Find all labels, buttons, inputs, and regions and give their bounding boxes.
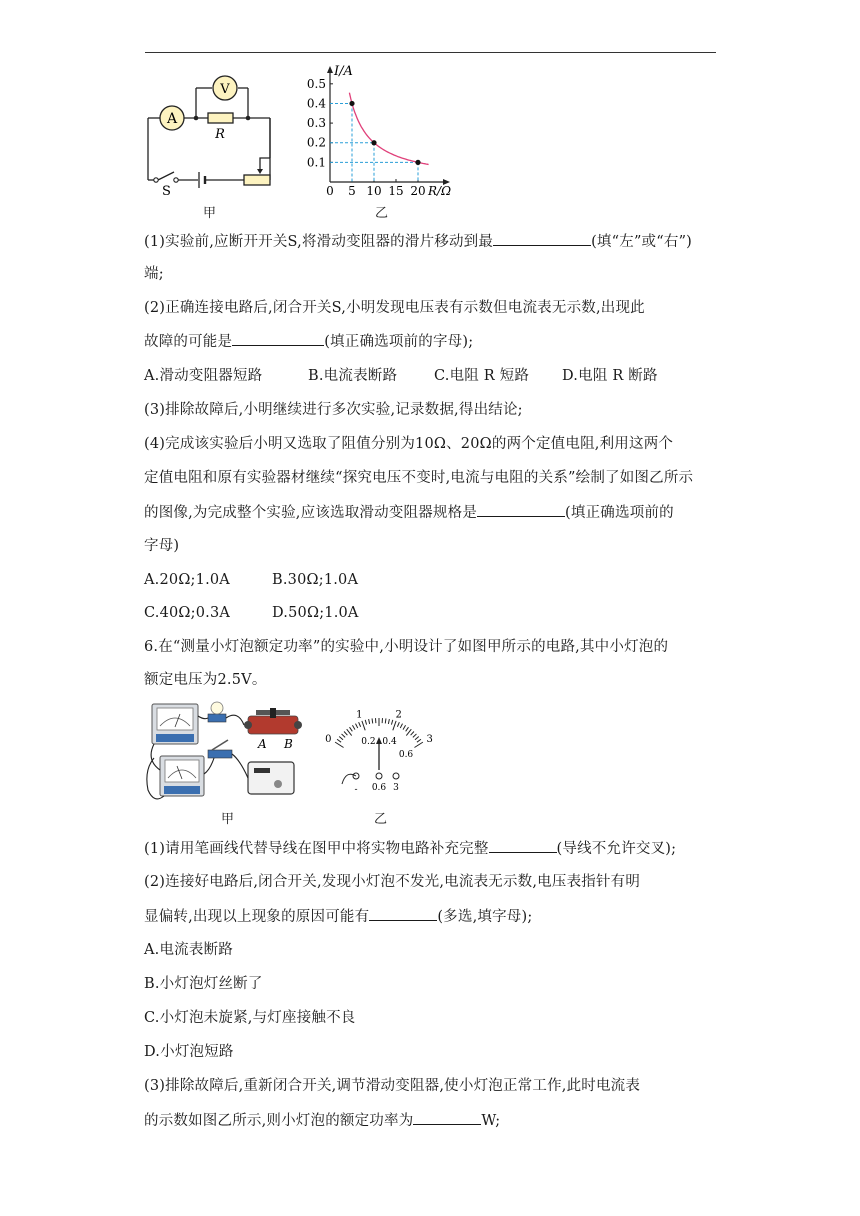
q6-part2-line2 bbox=[144, 906, 724, 927]
dial-tick bbox=[406, 727, 409, 731]
q5-part4-line2 bbox=[144, 468, 724, 488]
data-point bbox=[349, 101, 354, 106]
q5-part2-option-a[interactable]: A.滑动变阻器短路 bbox=[144, 368, 263, 384]
q5-part4-text-a: (4)完成该实验后小明又选取了阻值分别为10Ω、20Ω的两个定值电阻,利用这两个 bbox=[144, 436, 674, 452]
current-curve bbox=[349, 93, 428, 165]
dial-needle-head bbox=[376, 737, 382, 744]
circuit-diagram bbox=[140, 68, 300, 198]
q6-part2-text-c: (多选,填字母); bbox=[437, 909, 533, 925]
rheostat-terminal-a: A bbox=[258, 737, 267, 751]
figure2-caption-left: 甲 bbox=[221, 812, 235, 827]
apparatus-illustration bbox=[144, 700, 310, 806]
dial-tick bbox=[344, 732, 347, 736]
figure1-caption-left: 甲 bbox=[203, 206, 217, 221]
q6-part2-option-c[interactable]: C.小灯泡未旋紧,与灯座接触不良 bbox=[144, 1010, 356, 1026]
dial-tick bbox=[350, 727, 353, 731]
q5-part1-text-b: (填“左”或“右”) bbox=[591, 234, 693, 250]
q5-part4-line4 bbox=[144, 536, 724, 556]
q5-part1-text-a: (1)实验前,应断开开关S,将滑动变阻器的滑片移动到最 bbox=[144, 234, 494, 250]
rheostat-device-icon bbox=[244, 708, 302, 734]
dial-tick bbox=[372, 718, 373, 723]
q5-part4-text-d: (填正确选项前的 bbox=[565, 505, 674, 521]
dial-tick bbox=[342, 734, 346, 737]
dial-top-label: 1 bbox=[356, 709, 363, 721]
q6-part3-line1 bbox=[144, 1076, 724, 1096]
dial-tick bbox=[414, 742, 422, 747]
dial-tick bbox=[335, 742, 343, 747]
q6-part1-text-b: (导线不允许交叉); bbox=[556, 841, 677, 857]
q5-part4-line1 bbox=[144, 434, 724, 454]
q5-part1-blank[interactable] bbox=[493, 231, 591, 246]
q6-part2-option-b[interactable]: B.小灯泡灯丝断了 bbox=[144, 976, 263, 992]
q5-part2-option-d[interactable]: D.电阻 R 断路 bbox=[562, 368, 658, 384]
q5-part4-option-a[interactable]: A.20Ω;1.0A bbox=[144, 572, 230, 588]
dial-tick bbox=[359, 722, 361, 727]
terminal-label: 3 bbox=[393, 783, 399, 793]
switch-icon bbox=[154, 178, 158, 182]
rheostat-terminal-b: B bbox=[284, 737, 293, 751]
q5-part4-blank[interactable] bbox=[477, 502, 565, 517]
power-supply-icon bbox=[248, 762, 294, 794]
dial-bottom-label: 0.2 bbox=[361, 736, 376, 747]
ammeter-label: A bbox=[166, 111, 178, 127]
q5-part2-options bbox=[144, 366, 724, 386]
q6-part2-line1 bbox=[144, 872, 724, 892]
x-tick-label: 20 bbox=[410, 184, 426, 198]
dial-top-label: 3 bbox=[426, 733, 433, 745]
q5-part4-option-b[interactable]: B.30Ω;1.0A bbox=[272, 572, 359, 588]
dial-top-label: 2 bbox=[395, 709, 402, 721]
current-resistance-graph bbox=[296, 64, 456, 198]
terminal-label: 0.6 bbox=[371, 783, 387, 793]
y-axis-arrow bbox=[327, 66, 333, 73]
figure2-caption-right: 乙 bbox=[374, 812, 388, 827]
dial-tick bbox=[400, 724, 402, 728]
dial-tick bbox=[369, 719, 370, 724]
dial-tick bbox=[339, 737, 343, 740]
q6-part2-option-c-line bbox=[144, 1008, 724, 1028]
q5-part1-text-c: 端; bbox=[144, 266, 164, 282]
q5-part2-line2 bbox=[144, 331, 724, 352]
dial-bottom-label: 0.6 bbox=[398, 749, 414, 760]
q6-part2-blank[interactable] bbox=[369, 906, 437, 921]
y-tick-label: 0.2 bbox=[306, 135, 326, 150]
q6-part3-blank[interactable] bbox=[413, 1110, 481, 1125]
y-tick-label: 0.1 bbox=[306, 155, 326, 170]
voltmeter-label: V bbox=[220, 82, 230, 97]
dial-tick bbox=[417, 739, 421, 742]
q6-part2-option-b-line bbox=[144, 974, 724, 994]
q5-part1-line2 bbox=[144, 264, 724, 284]
q5-part1-line1 bbox=[144, 231, 724, 252]
dial-tick bbox=[391, 720, 392, 725]
dial-tick bbox=[337, 739, 341, 742]
q6-intro-line2 bbox=[144, 670, 724, 690]
dial-tick bbox=[352, 725, 355, 729]
q6-part3-text-b: 的示数如图乙所示,则小灯泡的额定功率为 bbox=[144, 1113, 414, 1129]
switch-label: S bbox=[162, 184, 171, 198]
battery-icon bbox=[199, 172, 205, 188]
q6-part2-option-d-line bbox=[144, 1042, 724, 1062]
dial-tick bbox=[413, 734, 417, 737]
q5-part4-options-row1 bbox=[144, 570, 724, 590]
dial-top-label: 0 bbox=[325, 733, 332, 745]
x-tick-label: 10 bbox=[366, 184, 382, 198]
q6-part3-text-a: (3)排除故障后,重新闭合开关,调节滑动变阻器,使小灯泡正常工作,此时电流表 bbox=[144, 1078, 641, 1094]
knife-switch-icon bbox=[208, 740, 232, 758]
q6-part2-text-b: 显偏转,出现以上现象的原因可能有 bbox=[144, 909, 370, 925]
q5-part4-text-b: 定值电阻和原有实验器材继续“探究电压不变时,电流与电阻的关系”绘制了如图乙所示 bbox=[144, 470, 694, 486]
dial-bottom-label: 0.4 bbox=[382, 736, 397, 747]
dial-tick bbox=[385, 718, 386, 723]
light-bulb-icon bbox=[208, 702, 226, 722]
terminal-3 bbox=[393, 773, 399, 779]
y-tick-label: 0.4 bbox=[306, 96, 326, 111]
q5-part2-text-a: (2)正确连接电路后,闭合开关S,小明发现电压表有示数但电流表无示数,出现此 bbox=[144, 300, 645, 316]
terminal-0-6 bbox=[376, 773, 382, 779]
dial-tick bbox=[415, 737, 419, 740]
q5-part2-text-c: (填正确选项前的字母); bbox=[324, 334, 474, 350]
q6-part1 bbox=[144, 838, 724, 859]
dial-tick bbox=[365, 720, 366, 725]
q6-part3-text-c: W; bbox=[481, 1113, 501, 1129]
q5-part4-line3 bbox=[144, 502, 724, 523]
q5-part3-text: (3)排除故障后,小明继续进行多次实验,记录数据,得出结论; bbox=[144, 402, 523, 418]
dial-tick bbox=[411, 732, 414, 736]
x-axis-label: R/Ω bbox=[428, 184, 452, 198]
figure1-caption-right: 乙 bbox=[375, 206, 389, 221]
q5-part2-option-c[interactable]: C.电阻 R 短路 bbox=[434, 368, 530, 384]
dial-tick bbox=[393, 721, 396, 730]
dial-tick bbox=[397, 722, 399, 727]
y-axis-label: I/A bbox=[334, 64, 353, 79]
q6-part2-option-a-line bbox=[144, 940, 724, 960]
ammeter-device-icon bbox=[160, 756, 204, 796]
dial-tick bbox=[388, 719, 389, 724]
q5-part2-line1 bbox=[144, 298, 724, 318]
resistor-icon bbox=[208, 113, 233, 123]
q6-intro-text-a: 6.在“测量小灯泡额定功率”的实验中,小明设计了如图甲所示的电路,其中小灯泡的 bbox=[144, 639, 669, 655]
q5-part4-options-row2 bbox=[144, 603, 724, 623]
terminal-label: - bbox=[354, 785, 358, 795]
resistor-label: R bbox=[215, 127, 225, 142]
q5-part4-option-d[interactable]: D.50Ω;1.0A bbox=[272, 605, 359, 621]
q6-part3-line2 bbox=[144, 1110, 724, 1131]
q5-part2-text-b: 故障的可能是 bbox=[144, 334, 233, 350]
q5-part4-text-e: 字母) bbox=[144, 538, 180, 554]
q5-part4-option-c[interactable]: C.40Ω;0.3A bbox=[144, 605, 231, 621]
data-point bbox=[371, 140, 376, 145]
q6-part1-blank[interactable] bbox=[489, 838, 557, 853]
x-tick-label: 0 bbox=[326, 184, 334, 198]
x-tick-label: 5 bbox=[348, 184, 356, 198]
q6-part2-option-d[interactable]: D.小灯泡短路 bbox=[144, 1044, 234, 1060]
q5-part2-blank[interactable] bbox=[232, 331, 324, 346]
q5-part3 bbox=[144, 400, 724, 420]
q6-intro-text-b: 额定电压为2.5V。 bbox=[144, 672, 267, 688]
q6-intro-line1 bbox=[144, 637, 724, 657]
data-point bbox=[415, 160, 420, 165]
dial-tick bbox=[355, 724, 357, 728]
y-tick-label: 0.5 bbox=[306, 76, 326, 91]
voltmeter-device-icon bbox=[152, 704, 198, 744]
dial-tick bbox=[362, 721, 365, 730]
x-tick-label: 15 bbox=[388, 184, 404, 198]
q6-part2-text-a: (2)连接好电路后,闭合开关,发现小灯泡不发光,电流表无示数,电压表指针有明 bbox=[144, 874, 641, 890]
q5-part2-option-b[interactable]: B.电流表断路 bbox=[308, 368, 398, 384]
header-rule bbox=[145, 52, 716, 53]
dial-tick bbox=[403, 725, 406, 729]
q5-part4-text-c: 的图像,为完成整个实验,应该选取滑动变阻器规格是 bbox=[144, 505, 478, 521]
y-tick-label: 0.3 bbox=[306, 116, 326, 131]
rheostat-icon bbox=[244, 175, 270, 185]
q6-part1-text-a: (1)请用笔画线代替导线在图甲中将实物电路补充完整 bbox=[144, 841, 489, 857]
ammeter-dial bbox=[316, 700, 442, 800]
q6-part2-option-a[interactable]: A.电流表断路 bbox=[144, 942, 233, 958]
